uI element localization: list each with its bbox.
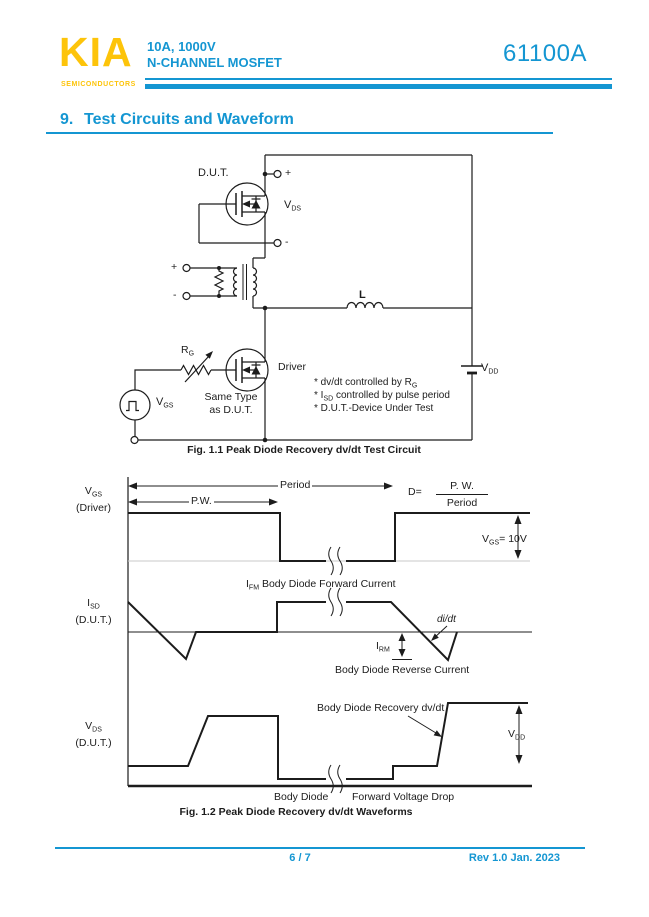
- duty-numerator: P. W.: [450, 480, 474, 492]
- input-resistor-symbol: [215, 268, 223, 296]
- recovery-dvdt-label: Body Diode Recovery dv/dt: [317, 702, 445, 714]
- transformer-symbol: [190, 258, 265, 308]
- page-number: 6 / 7: [289, 852, 311, 864]
- fig2-caption: Fig. 1.2 Peak Diode Recovery dv/dt Waveforms: [179, 806, 413, 818]
- forward-drop-label: Forward Voltage Drop: [352, 791, 455, 803]
- reverse-current-label: Body Diode Reverse Current: [335, 664, 470, 676]
- product-rating: 10A, 1000V: [147, 39, 216, 54]
- driver-label: Driver: [278, 361, 306, 373]
- section-title: Test Circuits and Waveform: [84, 111, 294, 128]
- primary-plus-label: +: [171, 261, 178, 273]
- product-type: N-CHANNEL MOSFET: [147, 55, 282, 70]
- vds-label: $V_{DS}$: [284, 199, 302, 213]
- vgs-axis-label: $V_{GS}$ (Driver): [76, 485, 111, 514]
- body-diode-label: Body Diode: [274, 791, 329, 803]
- circuit-note-1: * dv/dt controlled by $R_G$: [314, 377, 418, 390]
- isd-axis-label: $I_{SD}$ (D.U.T.): [75, 597, 112, 626]
- part-number: 61100A: [503, 40, 587, 67]
- vgs-level-label: $V_{GS}= 10V$: [482, 533, 527, 547]
- pulse-source-symbol: [120, 390, 150, 437]
- source-minus-label: -: [285, 236, 289, 248]
- inductor-label: L: [359, 289, 366, 301]
- fig1-caption: Fig. 1.1 Peak Diode Recovery dv/dt Test Circuit: [187, 444, 421, 456]
- break-squiggle: [329, 765, 343, 793]
- duty-denominator: Period: [446, 497, 478, 509]
- isd-waveform: [128, 588, 532, 660]
- dut-label: D.U.T.: [198, 167, 229, 179]
- duty-equation-lhs: D=: [408, 486, 422, 498]
- drain-plus-label: +: [285, 167, 292, 179]
- vdd-label: $V_{DD}$: [481, 362, 499, 376]
- primary-minus-label: -: [173, 289, 177, 301]
- footer-rule: [55, 847, 585, 849]
- circuit-note-3: * D.U.T.-Device Under Test: [314, 403, 434, 414]
- circuit-note-2: * $I_{SD}$ controlled by pulse period: [314, 390, 450, 403]
- same-type-label: Same Type as D.U.T.: [204, 391, 258, 416]
- rg-label: $R_G$: [181, 344, 195, 358]
- kia-logo: KIA: [59, 29, 133, 75]
- pw-arrow-label: P.W.: [191, 495, 212, 507]
- revision-label: Rev 1.0 Jan. 2023: [468, 852, 560, 864]
- vgs-source-label: $V_{GS}$: [156, 396, 174, 410]
- battery-symbol: [461, 366, 483, 373]
- fig2-waveforms: [128, 477, 532, 793]
- section-number: 9.: [60, 111, 74, 128]
- period-arrow-label: Period: [280, 479, 311, 491]
- vds-axis-label: $V_{DS}$ (D.U.T.): [75, 720, 112, 749]
- driver-mosfet-symbol: [226, 308, 268, 440]
- inductor-symbol: [265, 303, 472, 309]
- vdd-level-label: $V_{DD}$: [508, 728, 526, 742]
- dut-mosfet-symbol: [199, 183, 268, 243]
- vds-waveform: [128, 703, 528, 793]
- irm-label: $I_{RM}$: [376, 640, 390, 654]
- didt-label: di/dt: [437, 614, 456, 625]
- ifm-label: $I_{FM}$ Body Diode Forward Current: [246, 578, 396, 592]
- duty-fraction-bar: [436, 494, 488, 495]
- logo-tagline: SEMICONDUCTORS: [61, 81, 136, 88]
